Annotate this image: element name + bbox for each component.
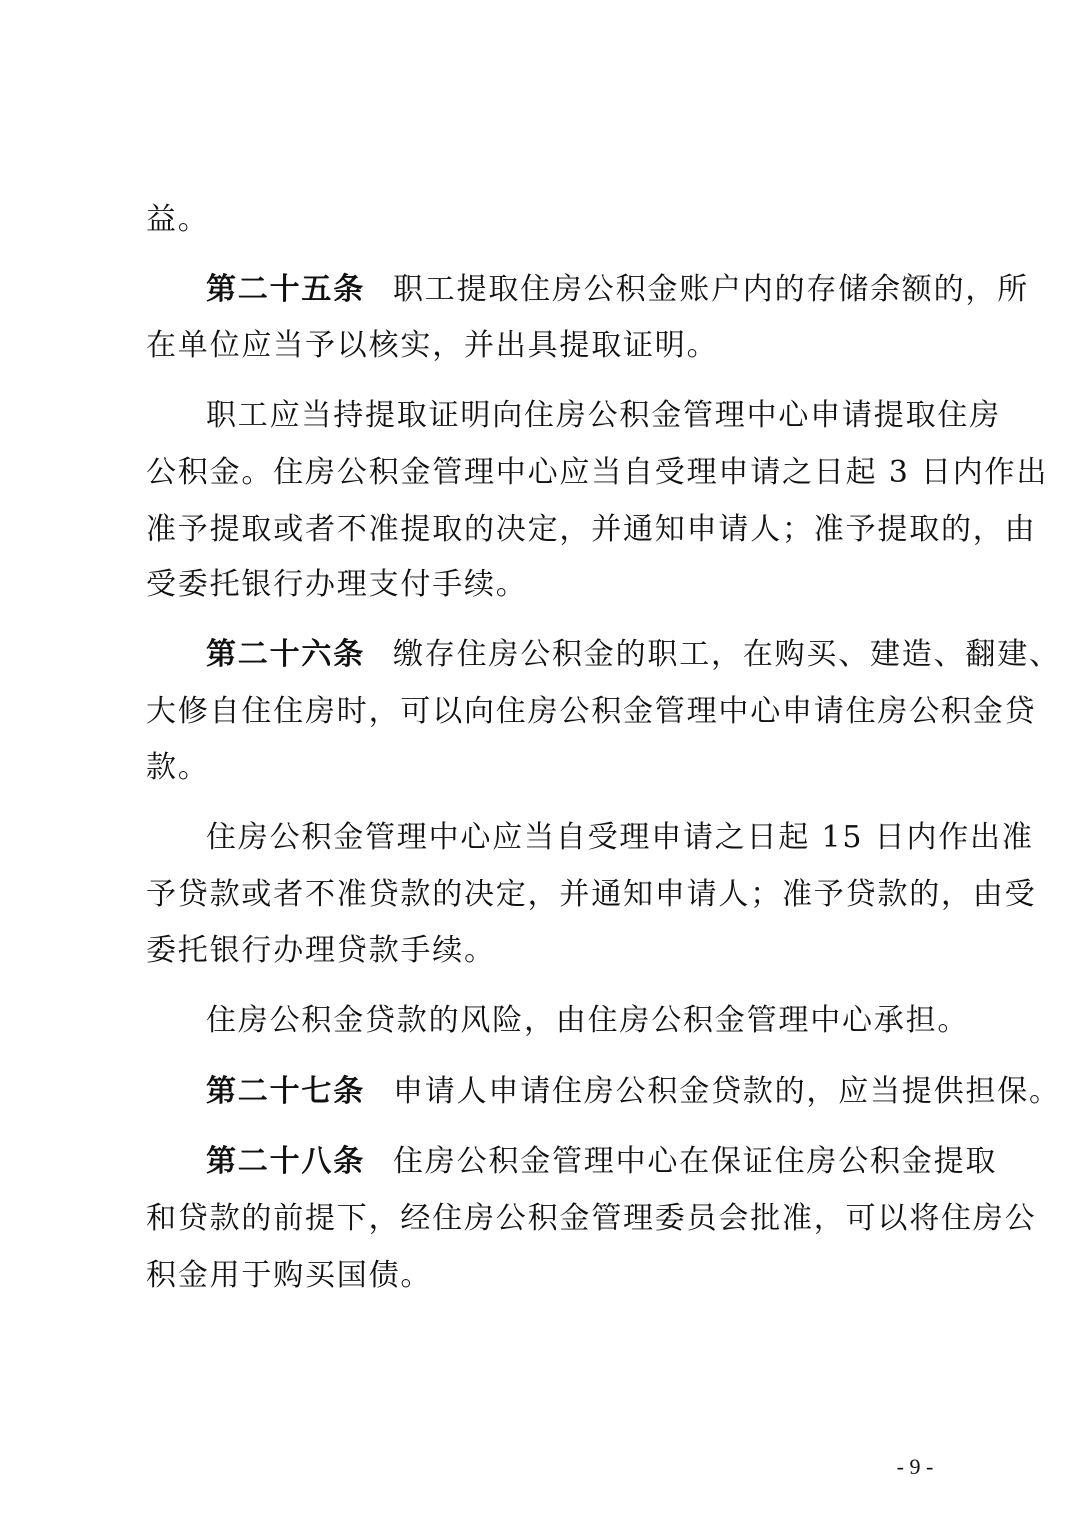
- text-line: [146, 326, 946, 366]
- article-number: 第二十七条: [206, 1074, 365, 1109]
- text-line: [146, 200, 946, 240]
- line-text: 大修自住住房时，可以向住房公积金管理中心申请住房公积金贷: [146, 694, 1037, 729]
- text-line: [146, 510, 1037, 550]
- text-line: [146, 453, 1049, 493]
- text-line: [146, 1256, 946, 1296]
- text-line: [146, 692, 1037, 732]
- line-text: 职工提取住房公积金账户内的存储余额的，所: [393, 272, 1029, 307]
- line-text: 住房公积金管理中心应当自受理申请之日起 15 日内作出准: [206, 820, 1034, 855]
- line-text: 在单位应当予以核实，并出具提取证明。: [146, 328, 719, 363]
- text-line: [146, 1199, 1037, 1239]
- line-text: 住房公积金管理中心在保证住房公积金提取: [393, 1144, 998, 1179]
- line-text: 准予提取或者不准提取的决定，并通知申请人；准予提取的，由: [146, 512, 1037, 547]
- article-number: 第二十八条: [206, 1144, 365, 1179]
- page-number: - 9 -: [896, 1454, 934, 1479]
- text-line: [146, 875, 1037, 915]
- article-heading-line: [206, 270, 1029, 310]
- line-text: 积金用于购买国债。: [146, 1258, 433, 1293]
- article-heading-line: [206, 635, 1061, 675]
- line-text: 委托银行办理贷款手续。: [146, 933, 496, 968]
- line-text: 公积金。住房公积金管理中心应当自受理申请之日起 3 日内作出: [146, 455, 1049, 490]
- line-text: 住房公积金贷款的风险，由住房公积金管理中心承担。: [206, 1003, 970, 1038]
- article-number: 第二十五条: [206, 272, 365, 307]
- line-text: 缴存住房公积金的职工，在购买、建造、翻建、: [393, 637, 1061, 672]
- line-text: 受委托银行办理支付手续。: [146, 567, 528, 602]
- line-text: 和贷款的前提下，经住房公积金管理委员会批准，可以将住房公: [146, 1201, 1037, 1236]
- article-heading-line: [206, 1142, 1006, 1182]
- line-text: 申请人申请住房公积金贷款的，应当提供担保。: [393, 1074, 1061, 1109]
- text-line: [206, 396, 1006, 436]
- text-line: [146, 931, 946, 971]
- article-number: 第二十六条: [206, 637, 365, 672]
- article-heading-line: [206, 1072, 1061, 1112]
- text-line: [146, 565, 946, 605]
- text-line: [206, 818, 1034, 858]
- line-text: 益。: [146, 202, 210, 237]
- text-line: [206, 1001, 1006, 1041]
- text-line: [146, 748, 946, 788]
- line-text: 职工应当持提取证明向住房公积金管理中心申请提取住房: [206, 398, 1001, 433]
- line-text: 予贷款或者不准贷款的决定，并通知申请人；准予贷款的，由受: [146, 877, 1037, 912]
- line-text: 款。: [146, 750, 210, 785]
